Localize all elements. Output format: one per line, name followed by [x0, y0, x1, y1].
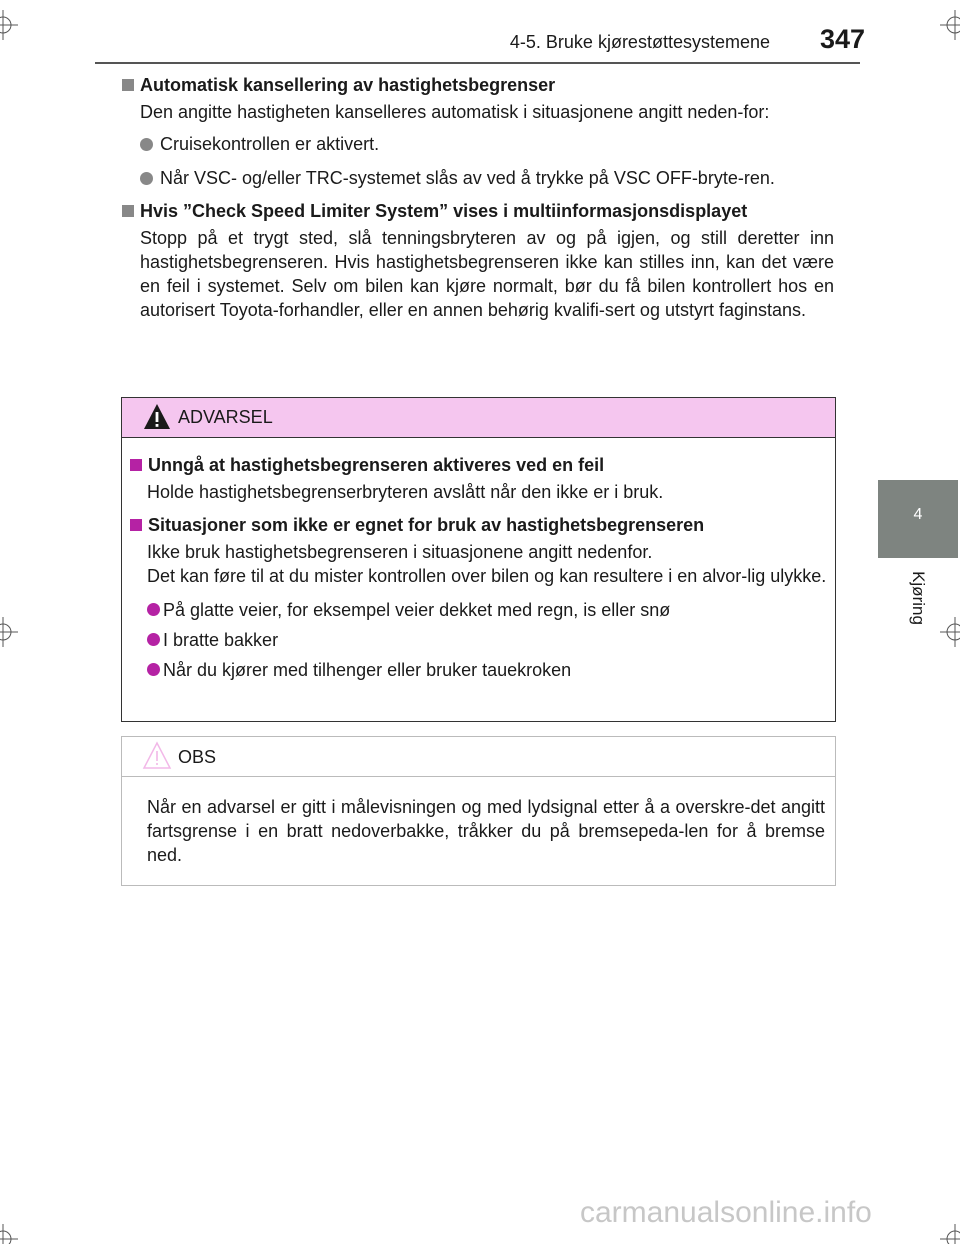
list-item	[122, 132, 834, 156]
chapter-number: 4	[913, 506, 923, 523]
chapter-tab	[878, 480, 958, 558]
warning-item-heading-text: Unngå at hastighetsbegrenseren aktiveres ved en feil	[148, 455, 605, 475]
list-item	[130, 628, 835, 652]
round-bullet-icon	[147, 603, 160, 616]
round-bullet-icon	[140, 138, 153, 151]
warning-item-heading	[130, 452, 835, 478]
notice-box	[121, 736, 836, 886]
watermark: carmanualsonline.info	[580, 1196, 872, 1229]
warning-title: ADVARSEL	[178, 407, 273, 427]
notice-text: Når en advarsel er gitt i målevisningen og med lydsignal etter å a overskre-det angitt fartsgrense i en bratt nedoverbakke, tråkker du på bremsepeda-len for å bremse ned.	[147, 797, 825, 865]
section-paragraph: Stopp på et trygt sted, slå tenningsbryteren av og på igjen, og still deretter inn hastighetsbegrenseren. Hvis hastighetsbegrenseren ikke kan stilles inn, kan det være en feil i systemet. Selv om bilen kan kjøre normalt, bør du få bilen kontrollert hos en autorisert Toyota-forhandler, eller en annen behørig kvalifi-sert og utstyrt faginstans.	[140, 228, 834, 320]
warning-triangle-icon	[142, 402, 172, 432]
section-heading-text: Hvis ”Check Speed Limiter System” vises i multiinformasjonsdisplayet	[140, 201, 748, 221]
round-bullet-icon	[147, 633, 160, 646]
warning-item-text: Ikke bruk hastighetsbegrenseren i situasjonene angitt nedenfor.	[147, 542, 653, 562]
list-item	[122, 166, 834, 190]
list-item-text: Når du kjører med tilhenger eller bruker tauekroken	[163, 660, 572, 680]
section-heading	[122, 198, 834, 224]
list-item	[130, 658, 835, 682]
list-item-text: I bratte bakker	[163, 630, 279, 650]
warning-body	[122, 438, 835, 682]
square-bullet-icon	[122, 79, 134, 91]
crop-mark-top-left	[0, 10, 18, 40]
crop-mark-bottom-right	[940, 1224, 960, 1244]
notice-header	[122, 737, 835, 777]
main-content	[122, 72, 834, 322]
round-bullet-icon	[147, 663, 160, 676]
round-bullet-icon	[140, 172, 153, 185]
warning-item-heading-text: Situasjoner som ikke er egnet for bruk av hastighetsbegrenseren	[148, 515, 705, 535]
square-bullet-icon	[122, 205, 134, 217]
warning-item-text: Det kan føre til at du mister kontrollen over bilen og kan resultere i en alvor-lig ulykke.	[147, 566, 827, 586]
chapter-label-container	[878, 560, 958, 640]
section-paragraph: Den angitte hastigheten kanselleres automatisk i situasjonene angitt neden-for:	[140, 102, 770, 122]
list-item-text: På glatte veier, for eksempel veier dekket med regn, is eller snø	[163, 600, 671, 620]
caution-triangle-icon	[142, 741, 172, 771]
section-heading-text: Automatisk kansellering av hastighetsbegrenser	[140, 75, 556, 95]
list-item-text: Når VSC- og/eller TRC-systemet slås av ved å trykke på VSC OFF-bryte-ren.	[160, 168, 775, 188]
list-item-text: Cruisekontrollen er aktivert.	[160, 134, 380, 154]
square-bullet-icon	[130, 519, 142, 531]
header-section-title: 4-5. Bruke kjørestøttesystemene	[509, 32, 770, 52]
crop-mark-top-right	[940, 10, 960, 40]
warning-item-text: Holde hastighetsbegrenserbryteren avslått når den ikke er i bruk.	[147, 482, 664, 502]
warning-item-heading	[130, 512, 835, 538]
square-bullet-icon	[130, 459, 142, 471]
warning-box	[121, 397, 836, 722]
section-heading	[122, 72, 834, 98]
page-number: 347	[819, 24, 865, 54]
list-item	[130, 598, 835, 622]
chapter-label: Kjøring	[909, 571, 928, 625]
notice-title: OBS	[178, 747, 217, 767]
page-header	[95, 22, 865, 62]
crop-mark-middle-left	[0, 617, 18, 647]
crop-mark-bottom-left	[0, 1224, 18, 1244]
warning-header	[122, 398, 835, 438]
header-divider	[95, 62, 860, 64]
